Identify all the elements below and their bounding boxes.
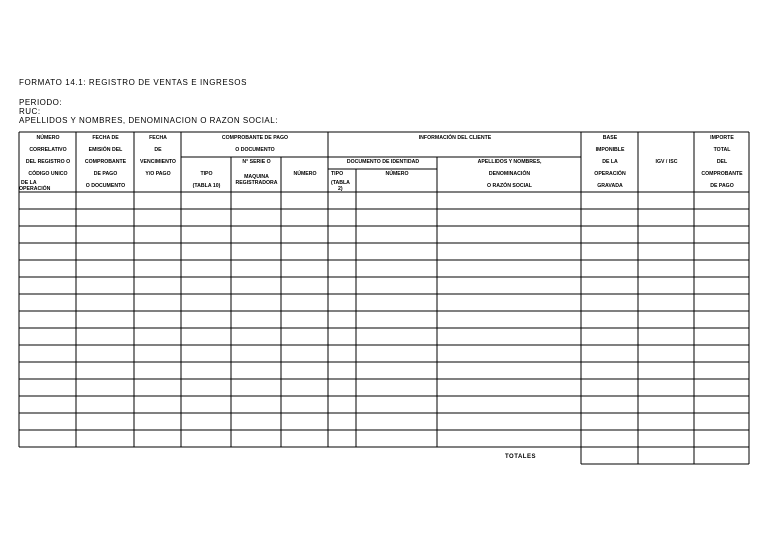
header-base-imponible: BASE [602, 135, 618, 141]
header-numero-documento: NÚMERO [385, 171, 409, 177]
razon-social-label: APELLIDOS Y NOMBRES, DENOMINACION O RAZON SOCIAL: [19, 116, 278, 125]
totales-label: TOTALES [505, 454, 536, 460]
header-text: OPERACIÓN [19, 186, 51, 192]
header-text: DE PAGO [710, 183, 734, 189]
header-numero-correlativo: NÚMERO [36, 135, 60, 141]
ruc-label: RUC: [19, 107, 41, 116]
header-apellidos-nombres: APELLIDOS Y NOMBRES, [477, 159, 542, 165]
header-tipo-tabla2: TIPO [331, 171, 344, 177]
header-text: VENCIMIENTO [140, 159, 176, 165]
header-tipo: TIPO [200, 171, 213, 177]
header-text: EMISIÓN DEL [88, 147, 123, 153]
header-fecha-vencimiento: FECHA [149, 135, 167, 141]
header-text: DE [154, 147, 162, 153]
header-informacion-cliente: INFORMACIÓN DEL CLIENTE [418, 135, 492, 141]
header-importe-total: IMPORTE [710, 135, 734, 141]
header-igv-isc: IGV / ISC [655, 159, 678, 165]
header-text: TOTAL [713, 147, 731, 153]
header-text: COMPROBANTE [701, 171, 743, 177]
header-text: O RAZÓN SOCIAL [487, 183, 532, 189]
header-text: MAQUINA [244, 174, 269, 180]
document-title: FORMATO 14.1: REGISTRO DE VENTAS E INGRESOS [19, 78, 248, 87]
header-text: O DOCUMENTO [235, 147, 275, 153]
header-text: DENOMINACIÓN [488, 171, 531, 177]
header-text: 2) [338, 186, 343, 192]
header-text: DEL REGISTRO O [25, 159, 71, 165]
header-text: CORRELATIVO [29, 147, 67, 153]
header-serie: N° SERIE O [242, 159, 271, 165]
header-text: GRAVADA [597, 183, 623, 189]
header-text: O DOCUMENTO [85, 183, 126, 189]
header-fecha-emision: FECHA DE [92, 135, 119, 141]
header-text: CÓDIGO UNICO [28, 171, 68, 177]
header-numero: NÚMERO [293, 171, 317, 177]
header-text: IMPONIBLE [595, 147, 625, 153]
header-comprobante-pago: COMPROBANTE DE PAGO [221, 135, 289, 141]
header-text: (TABLA [331, 180, 350, 186]
header-documento-identidad: DOCUMENTO DE IDENTIDAD [346, 159, 420, 165]
header-text: OPERACIÓN [594, 171, 626, 177]
header-text: REGISTRADORA [235, 180, 278, 186]
header-text: COMPROBANTE [84, 159, 127, 165]
header-text: DE PAGO [93, 171, 118, 177]
header-text: DEL [716, 159, 728, 165]
header-text: DE LA [602, 159, 618, 165]
header-text: (TABLA 10) [192, 183, 221, 189]
header-text: Y/O PAGO [145, 171, 171, 177]
periodo-label: PERIODO: [19, 98, 63, 107]
header-text: DE LA [21, 180, 37, 186]
